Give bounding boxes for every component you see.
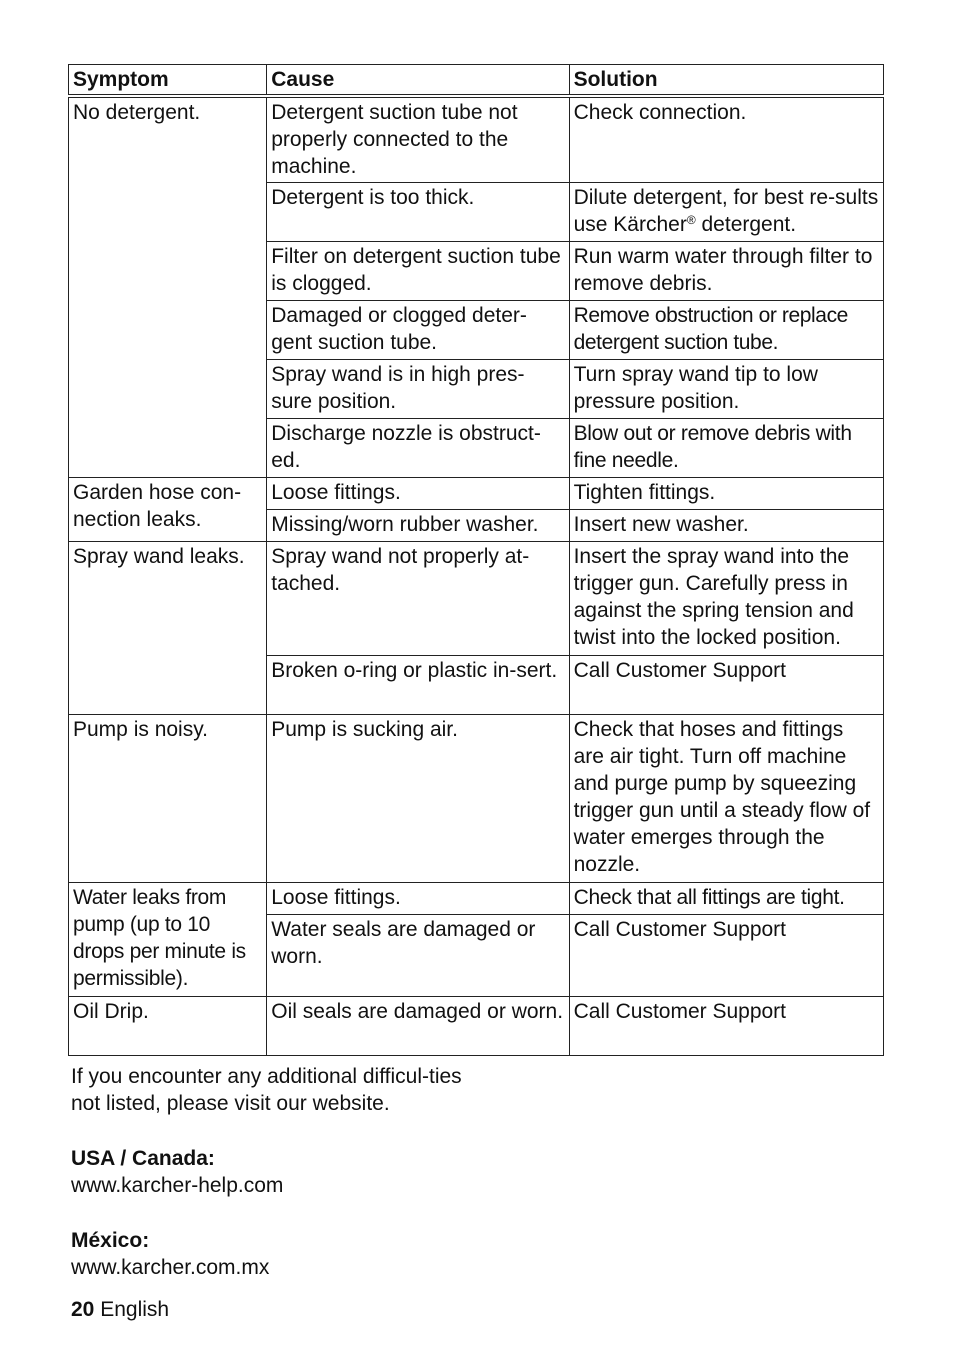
- solution-cell: Check that hoses and fittings are air tight. Turn off machine and purge pump by squeezing trigger gun until a steady flow of water emerges through the nozzle.: [569, 714, 883, 882]
- cause-cell: Detergent suction tube not properly connected to the machine.: [267, 96, 569, 182]
- symptom-cell: Pump is noisy.: [69, 714, 267, 882]
- table-row: [69, 882, 884, 914]
- solution-cell: Call Customer Support: [569, 914, 883, 996]
- cause-cell: Filter on detergent suction tube is clogged.: [267, 241, 569, 300]
- website-link-mexico[interactable]: www.karcher.com.mx: [71, 1256, 270, 1279]
- symptom-cell: No detergent.: [69, 96, 267, 477]
- header-symptom: Symptom: [69, 65, 267, 97]
- registered-mark: ®: [686, 212, 696, 227]
- footer-language: English: [100, 1298, 170, 1321]
- cause-cell: Spray wand not properly at-tached.: [267, 541, 569, 655]
- cause-cell: Damaged or clogged deter-gent suction tube.: [267, 300, 569, 359]
- cause-cell: Loose fittings.: [267, 882, 569, 914]
- table-row: [69, 96, 884, 182]
- table-row: [69, 714, 884, 882]
- cause-cell: Oil seals are damaged or worn.: [267, 996, 569, 1055]
- solution-cell: Remove obstruction or replace detergent suction tube.: [569, 300, 883, 359]
- header-cause: Cause: [267, 65, 569, 97]
- table-header-row: [69, 65, 884, 97]
- troubleshooting-table: [68, 64, 884, 1056]
- cause-cell: Missing/worn rubber washer.: [267, 509, 569, 541]
- table-row: [69, 541, 884, 655]
- symptom-cell: Garden hose con-nection leaks.: [69, 477, 267, 541]
- solution-cell: Turn spray wand tip to low pressure position.: [569, 359, 883, 418]
- symptom-cell: Oil Drip.: [69, 996, 267, 1055]
- symptom-cell: Water leaks from pump (up to 10 drops per minute is permissible).: [69, 882, 267, 996]
- cause-cell: Spray wand is in high pres-sure position.: [267, 359, 569, 418]
- cause-cell: Discharge nozzle is obstruct-ed.: [267, 418, 569, 477]
- solution-cell: Check connection.: [569, 96, 883, 182]
- solution-cell: Dilute detergent, for best re-sults use Kärcher® detergent.: [569, 182, 883, 241]
- header-solution: Solution: [569, 65, 883, 97]
- cause-cell: Pump is sucking air.: [267, 714, 569, 882]
- solution-cell: Insert new washer.: [569, 509, 883, 541]
- additional-help-note: If you encounter any additional difficul-ties not listed, please visit our website.: [71, 1065, 462, 1115]
- solution-cell: Call Customer Support: [569, 655, 883, 714]
- solution-cell: Check that all fittings are tight.: [569, 882, 883, 914]
- page-number: 20: [71, 1298, 95, 1321]
- solution-cell: Call Customer Support: [569, 996, 883, 1055]
- cause-cell: Detergent is too thick.: [267, 182, 569, 241]
- cause-cell: Water seals are damaged or worn.: [267, 914, 569, 996]
- region-label-mexico: México:: [71, 1229, 150, 1252]
- symptom-cell: Spray wand leaks.: [69, 541, 267, 714]
- region-label-usa-canada: USA / Canada:: [71, 1147, 215, 1170]
- solution-cell: Tighten fittings.: [569, 477, 883, 509]
- solution-cell: Run warm water through filter to remove debris.: [569, 241, 883, 300]
- cause-cell: Loose fittings.: [267, 477, 569, 509]
- solution-cell: Blow out or remove debris with fine needle.: [569, 418, 883, 477]
- page-footer: [71, 1296, 169, 1323]
- table-row: [69, 996, 884, 1055]
- website-link-usa-canada[interactable]: www.karcher-help.com: [71, 1174, 284, 1197]
- table-row: [69, 477, 884, 509]
- cause-cell: Broken o-ring or plastic in-sert.: [267, 655, 569, 714]
- solution-cell: Insert the spray wand into the trigger gun. Carefully press in against the spring tension and twist into the locked position.: [569, 541, 883, 655]
